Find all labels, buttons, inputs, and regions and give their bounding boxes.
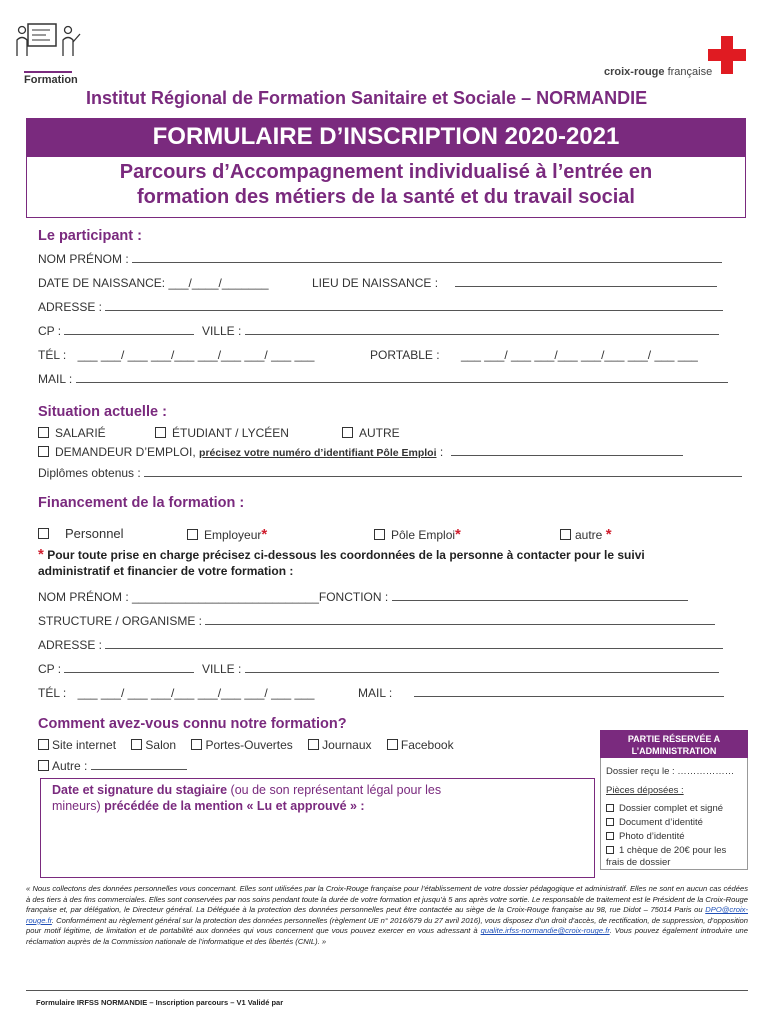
participant-ville-label: VILLE : (202, 324, 242, 338)
contact-cp-row (38, 662, 194, 676)
admin-pieces: Pièces déposées : (606, 785, 684, 796)
etudiant-label: ÉTUDIANT / LYCÉEN (172, 426, 289, 440)
admin-item-2-label: Document d’identité (619, 817, 703, 828)
contact-mail-row (358, 686, 724, 700)
contact-cp-field[interactable] (64, 662, 194, 673)
diplomas-label: Diplômes obtenus : (38, 466, 141, 480)
facebook-checkbox[interactable] (387, 739, 398, 750)
legal-part-1: « Nous collectons des données personnelles vous concernant. Elles sont utilisées par la Croix-Rouge française pour l’établissement de votre dossier pédagogique et administratif. Elles ne sont en aucun cas cédées à des tiers à des fins commerciales. Elles sont conservées par nos soins pendant toute la durée de votre formation et jusqu’à 5 ans après votre sortie. Le responsable de traitement est le Président de la Croix-Rouge française et, par délégation, le Directeur général. La Déléguée à la protection des données personnelles peut être contactée au siège de la Croix-Rouge française au 98, rue Didot – 75014 Paris ou (26, 884, 748, 915)
financement-heading: Financement de la formation : (38, 495, 245, 511)
salon-label: Salon (145, 738, 177, 752)
journaux-label: Journaux (322, 738, 372, 752)
admin-item-3-label: Photo d’identité (619, 831, 685, 842)
financement-note-line2: administratif et financier de votre formation : (38, 564, 294, 578)
source-heading: Comment avez-vous connu notre formation? (38, 716, 347, 732)
participant-address-row (38, 300, 723, 314)
signature-title-rest: (ou de son représentant légal pour les mineurs) (52, 783, 442, 813)
fin-autre-label: autre (575, 528, 603, 542)
participant-ville-field[interactable] (245, 324, 719, 335)
personnel-checkbox[interactable] (38, 528, 49, 539)
participant-birthplace-label: LIEU DE NAISSANCE : (312, 276, 439, 290)
admin-item-4-cont: frais de dossier (606, 857, 671, 868)
logo-label: Formation (24, 74, 78, 86)
facebook-label: Facebook (400, 738, 454, 752)
site-label: Site internet (52, 738, 117, 752)
diplomas-row (38, 466, 742, 480)
source-site[interactable] (38, 738, 116, 752)
diplomas-field[interactable] (144, 466, 742, 477)
participant-name-row (38, 252, 722, 266)
source-options (38, 738, 454, 752)
etudiant-checkbox[interactable] (155, 427, 166, 438)
contact-tel-label: TÉL : (38, 686, 67, 700)
contact-tel-row (38, 686, 314, 700)
participant-dob-row (38, 276, 269, 290)
pole-emploi-checkbox[interactable] (374, 529, 385, 540)
structure-row (38, 614, 715, 628)
site-checkbox[interactable] (38, 739, 49, 750)
po-checkbox[interactable] (191, 739, 202, 750)
contact-ville-field[interactable] (245, 662, 719, 673)
participant-birthplace-row (312, 276, 717, 290)
participant-cp-field[interactable] (64, 324, 194, 335)
source-autre-label: Autre : (52, 759, 88, 773)
fin-employeur[interactable] (187, 526, 267, 543)
contact-ville-label: VILLE : (202, 662, 242, 676)
demandeur-label: DEMANDEUR D’EMPLOI, (55, 445, 196, 459)
org-name-suffix: française (667, 66, 713, 78)
salarie-label: SALARIÉ (55, 426, 106, 440)
salarie-checkbox[interactable] (38, 427, 49, 438)
source-salon[interactable] (131, 738, 176, 752)
source-autre-field[interactable] (91, 759, 187, 770)
participant-cp-label: CP : (38, 324, 62, 338)
situation-etudiant[interactable] (155, 426, 289, 440)
pole-emploi-colon: : (436, 445, 444, 459)
participant-tel-field[interactable]: ___ ___/ ___ ___/___ ___/___ ___/ ___ ___ (77, 348, 315, 362)
note-star: * (38, 546, 44, 563)
employeur-star: * (261, 526, 268, 543)
org-name-main: croix-rouge (604, 66, 665, 78)
pole-emploi-star: * (455, 526, 461, 543)
pole-emploi-id-note: précisez votre numéro d’identifiant Pôle Emploi (199, 447, 437, 459)
contact-address-label: ADRESSE : (38, 638, 103, 652)
participant-mobile-field[interactable]: ___ ___/ ___ ___/___ ___/___ ___/ ___ ___ (460, 348, 698, 362)
financement-note-line1: Pour toute prise en charge précisez ci-dessous les coordonnées de la personne à contacter pour le suivi (47, 548, 645, 562)
admin-heading-line1: PARTIE RÉSERVÉE A (627, 734, 721, 744)
employeur-checkbox[interactable] (187, 529, 198, 540)
participant-tel-row (38, 348, 314, 362)
legal-part-2: . Conformément au règlement général sur la protection des données personnelles (règlement UE n° 2016/679 du 27 avril 2016), vous disposez d’un droit d’accès, de rectification, de suppression, d’opposition pour motif légitime, de limitation et de portabilité aux données qui vous concernent que vous pouvez exercer en vous adressant à (26, 915, 748, 936)
participant-address-label: ADRESSE : (38, 300, 103, 314)
admin-item-1 (606, 803, 723, 814)
signature-mention: précédée de la mention « Lu et approuvé » : (104, 799, 365, 813)
admin-item-2-checkbox (606, 818, 614, 826)
admin-heading (600, 730, 748, 758)
situation-autre-label: AUTRE (359, 426, 400, 440)
legal-part-3: . Vous pouvez également introduire une réclamation auprès de la Commission nationale de l’informatique et des libertés (CNIL). » (26, 926, 748, 946)
source-autre[interactable] (38, 759, 187, 773)
admin-item-4-label: 1 chèque de 20€ pour les (619, 845, 727, 856)
situation-heading: Situation actuelle : (38, 404, 167, 420)
admin-item-1-label: Dossier complet et signé (619, 803, 724, 814)
logo-divider (24, 71, 72, 73)
contact-ville-row (202, 662, 719, 676)
participant-name-field[interactable] (132, 252, 722, 263)
situation-demandeur[interactable] (38, 445, 683, 459)
fin-autre-checkbox[interactable] (560, 529, 571, 540)
admin-item-4 (606, 845, 726, 856)
participant-mobile-row (370, 348, 698, 362)
structure-label: STRUCTURE / ORGANISME : (38, 614, 203, 628)
participant-tel-label: TÉL : (38, 348, 67, 362)
org-name (604, 66, 712, 78)
source-journaux[interactable] (308, 738, 371, 752)
participant-ville-row (202, 324, 719, 338)
dpo-email-link[interactable]: DPO@croix-rouge.fr (26, 905, 748, 925)
participant-mail-field[interactable] (76, 372, 728, 383)
situation-autre[interactable] (342, 426, 400, 440)
situation-salarie[interactable] (38, 426, 106, 440)
legal-notice (26, 884, 748, 948)
journaux-checkbox[interactable] (308, 739, 319, 750)
admin-received: Dossier reçu le : ……………… (606, 766, 735, 777)
subtitle (26, 160, 746, 210)
participant-mail-label: MAIL : (38, 372, 73, 386)
participant-cp-row (38, 324, 194, 338)
source-po[interactable] (191, 738, 292, 752)
participant-name-label: NOM PRÉNOM : (38, 252, 129, 266)
participant-heading: Le participant : (38, 228, 142, 244)
subtitle-line-2: formation des métiers de la santé et du travail social (137, 186, 635, 208)
admin-heading-line2: L’ADMINISTRATION (631, 746, 717, 756)
employeur-label: Employeur (204, 528, 262, 542)
admin-item-3 (606, 831, 685, 842)
contact-name-row (38, 590, 688, 604)
footer-text: Formulaire IRFSS NORMANDIE – Inscription parcours – V1 Validé par (36, 998, 284, 1007)
admin-item-2 (606, 817, 703, 828)
pole-emploi-label: Pôle Emploi (391, 528, 456, 542)
fin-autre[interactable] (560, 526, 612, 543)
admin-item-4-checkbox (606, 846, 614, 854)
salon-checkbox[interactable] (131, 739, 142, 750)
contact-cp-label: CP : (38, 662, 62, 676)
situation-autre-checkbox[interactable] (342, 427, 353, 438)
contact-mail-label: MAIL : (358, 686, 393, 700)
signature-instructions (52, 782, 492, 814)
contact-address-row (38, 638, 723, 652)
source-facebook[interactable] (387, 738, 454, 752)
financement-note (38, 547, 728, 579)
participant-mobile-label: PORTABLE : (370, 348, 440, 362)
fin-pole-emploi[interactable] (374, 526, 461, 543)
footer-divider (26, 990, 748, 991)
red-cross-icon (708, 36, 746, 74)
personnel-label: Personnel (65, 526, 124, 541)
participant-dob-label[interactable]: DATE DE NAISSANCE: ___/____/_______ (38, 276, 269, 290)
contact-tel-field[interactable]: ___ ___/ ___ ___/___ ___/___ ___/ ___ ___ (77, 686, 315, 700)
participant-birthplace-field[interactable] (455, 276, 717, 287)
pole-emploi-id-field[interactable] (451, 445, 683, 456)
contact-address-field[interactable] (105, 638, 723, 649)
subtitle-line-1: Parcours d’Accompagnement individualisé à l’entrée en (119, 161, 653, 183)
contact-mail-field[interactable] (414, 686, 724, 697)
institute-title: Institut Régional de Formation Sanitaire et Sociale – NORMANDIE (86, 88, 648, 108)
contact-name-label: NOM PRÉNOM : ____________________________FONCTION : (38, 590, 389, 604)
quality-email-link[interactable]: qualite.irfss-normandie@croix-rouge.fr (480, 926, 610, 936)
form-title: FORMULAIRE D’INSCRIPTION 2020-2021 (26, 118, 746, 156)
source-autre-checkbox[interactable] (38, 760, 49, 771)
structure-field[interactable] (205, 614, 715, 625)
admin-item-3-checkbox (606, 832, 614, 840)
classroom-icon (12, 18, 84, 70)
po-label: Portes-Ouvertes (205, 738, 293, 752)
participant-mail-row (38, 372, 728, 386)
fin-personnel[interactable] (38, 526, 124, 541)
contact-fonction-field[interactable] (392, 590, 688, 601)
demandeur-checkbox[interactable] (38, 446, 49, 457)
signature-title: Date et signature du stagiaire (52, 783, 228, 797)
admin-item-1-checkbox (606, 804, 614, 812)
fin-autre-star: * (605, 526, 612, 543)
participant-address-field[interactable] (105, 300, 723, 311)
